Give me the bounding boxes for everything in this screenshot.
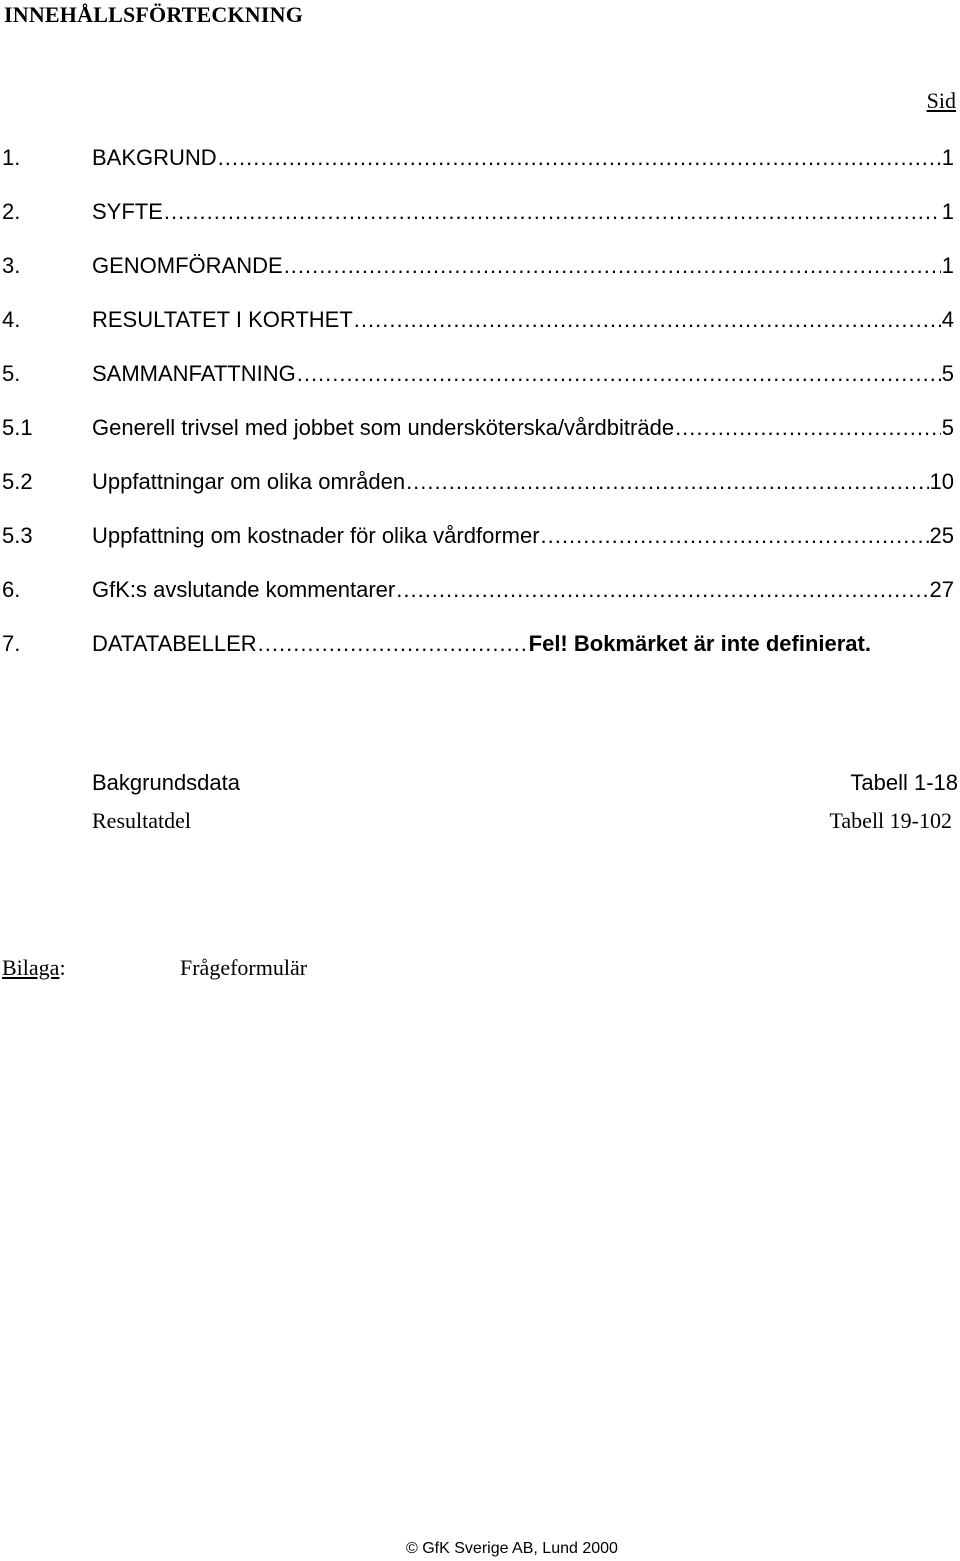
toc-title: GfK:s avslutande kommentarer (92, 577, 396, 602)
page-column-label: Sid (926, 88, 956, 113)
toc-page-number: 5 (941, 415, 954, 440)
toc-number: 3. (2, 253, 21, 278)
toc-number: 7. (2, 631, 21, 656)
toc-entry-generell-trivsel[interactable] (2, 415, 954, 445)
toc-title: RESULTATET I KORTHET (92, 307, 353, 332)
toc-entry-genomforande[interactable] (2, 253, 954, 283)
toc-entry-gfk-kommentarer[interactable] (2, 577, 954, 607)
toc-leader (406, 469, 928, 495)
appendix-colon: : (59, 955, 66, 980)
table-range: Tabell 1-18 (850, 770, 958, 795)
toc-title: Uppfattningar om olika områden (92, 469, 406, 494)
toc-leader (284, 253, 941, 279)
toc-leader (218, 145, 941, 171)
appendix-label: Bilaga (2, 955, 60, 980)
toc-leader (354, 307, 941, 333)
toc-page-number: 1 (941, 199, 954, 224)
toc-number: 5.3 (2, 523, 33, 548)
toc-page-number: 27 (929, 577, 954, 602)
toc-leader (541, 523, 929, 549)
toc-entry-sammanfattning[interactable] (2, 361, 954, 391)
table-range: Tabell 19-102 (829, 808, 952, 833)
toc-title: SYFTE (92, 199, 163, 224)
toc-leader (675, 415, 941, 441)
toc-page-number: 1 (941, 253, 954, 278)
toc-entry-bakgrund[interactable] (2, 145, 954, 175)
toc-number: 5.2 (2, 469, 33, 494)
appendix-value: Frågeformulär (180, 955, 308, 980)
toc-leader (396, 577, 928, 603)
toc-number: 2. (2, 199, 21, 224)
table-range-row-bakgrundsdata (92, 770, 958, 796)
toc-leader (297, 361, 941, 387)
toc-leader (258, 631, 528, 657)
toc-page-number: 1 (941, 145, 954, 170)
toc-title: SAMMANFATTNING (92, 361, 296, 386)
toc-page-number: 25 (929, 523, 954, 548)
toc-number: 5.1 (2, 415, 33, 440)
toc-page-number: 10 (929, 469, 954, 494)
toc-title: Generell trivsel med jobbet som undersköterska/vårdbiträde (92, 415, 675, 440)
table-section-label: Bakgrundsdata (92, 770, 240, 795)
copyright-footer: © GfK Sverige AB, Lund 2000 (406, 1540, 618, 1557)
appendix-line (2, 955, 308, 981)
toc-number: 1. (2, 145, 21, 170)
toc-title: Uppfattning om kostnader för olika vårdformer (92, 523, 540, 548)
toc-entry-syfte[interactable] (2, 199, 954, 229)
toc-leader (164, 199, 941, 225)
toc-page-number: 5 (941, 361, 954, 386)
toc-title: GENOMFÖRANDE (92, 253, 283, 278)
toc-page-number: 4 (941, 307, 954, 332)
toc-entry-resultatet-i-korthet[interactable] (2, 307, 954, 337)
table-section-label: Resultatdel (92, 808, 191, 833)
toc-entry-uppfattningar-omraden[interactable] (2, 469, 954, 499)
toc-title: DATATABELLER (92, 631, 257, 656)
toc-bookmark-error: Fel! Bokmärket är inte definierat. (528, 631, 871, 656)
table-range-row-resultatdel (92, 808, 952, 834)
toc-entry-kostnader-vardformer[interactable] (2, 523, 954, 553)
toc-number: 6. (2, 577, 21, 602)
toc-number: 5. (2, 361, 21, 386)
toc-number: 4. (2, 307, 21, 332)
page-title: INNEHÅLLSFÖRTECKNING (4, 2, 304, 27)
toc-entry-datatabeller[interactable] (2, 631, 954, 661)
toc-title: BAKGRUND (92, 145, 217, 170)
